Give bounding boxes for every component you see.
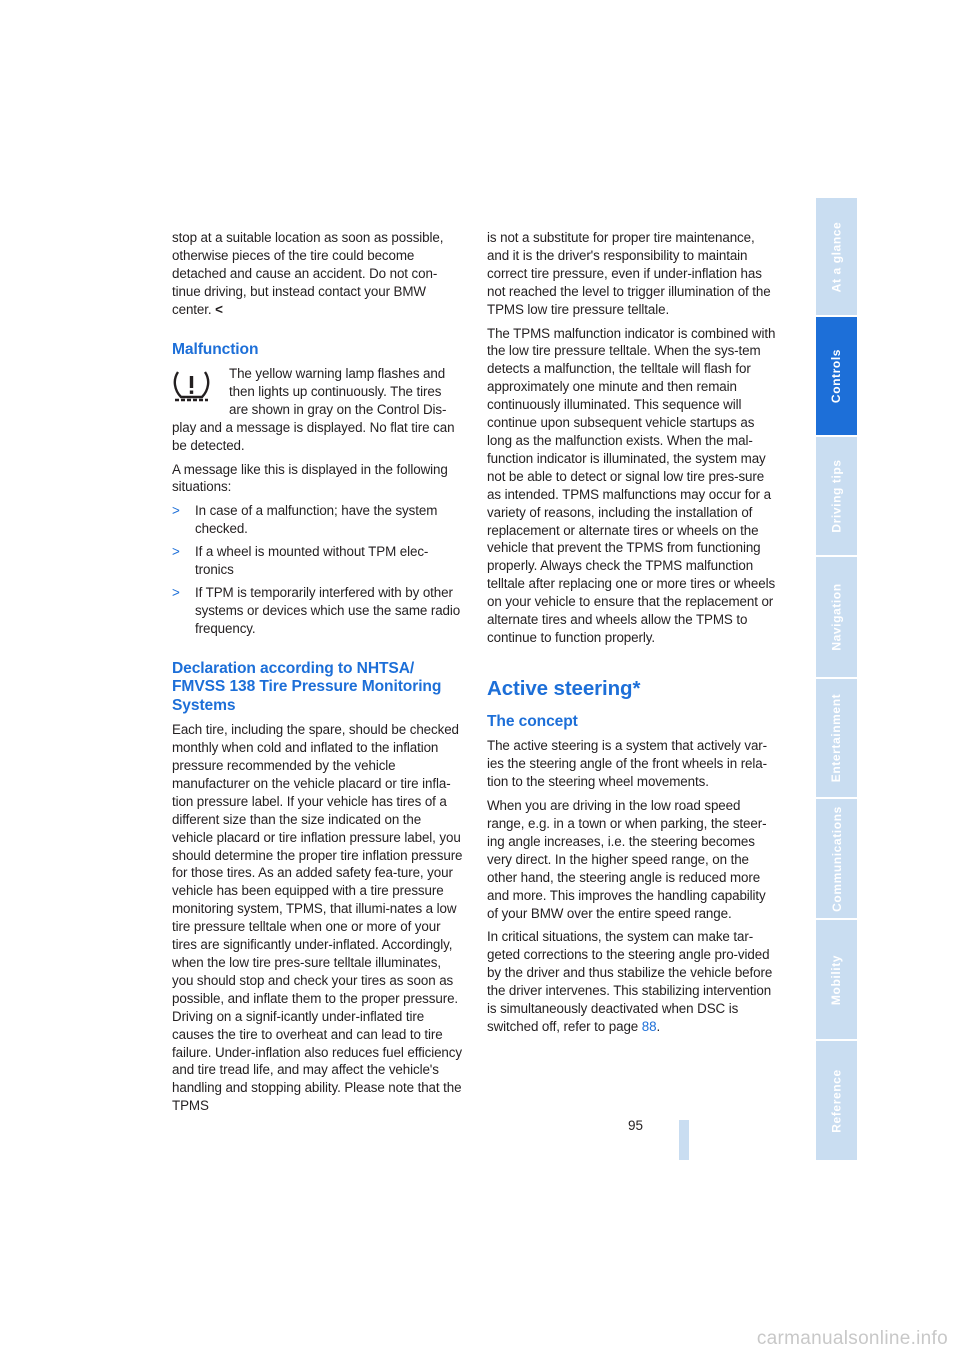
list-item: > If TPM is temporarily interfered with by other systems or devices which use the same radio frequency. bbox=[172, 585, 461, 636]
list-item: > If a wheel is mounted without TPM elec-tronics bbox=[172, 544, 429, 578]
tab-mobility[interactable]: Mobility bbox=[816, 920, 857, 1039]
malfunction-rest: play and a message is displayed. No flat tire can be detected. bbox=[172, 419, 455, 453]
tpms-malfunction-paragraph: The TPMS malfunction indicator is combined with the low tire pressure telltale. When the sys-tem detects a malfunction, the telltale will flash for approximately one minute and then remain continuously illuminated. This sequence will continue upon subsequent vehicle startups as long as the malfunction exists. When the mal-function indicator is illuminated, the system may not be able to detect or signal low tire pres-sure as intended. TPMS malfunctions may occur for a variety of reasons, including the installation of replacement or alternate tires or wheels on the vehicle that prevent the TPMS from functioning properly. Always check the TPMS malfunction telltale after replacing one or more tires or wheels on your vehicle to ensure that the replacement or alternate tires and wheels allow the TPMS to continue to function properly. bbox=[487, 325, 776, 645]
bullet-marker: > bbox=[172, 503, 180, 519]
concept-paragraph-3: In critical situations, the system can make tar-geted corrections to the steering angle pro-vided by the driver and thus stabilize the vehicle before the driver intervenes. This stabilizing intervention is simultaneously deactivated when DSC is switched off, refer to page 88. bbox=[487, 929, 773, 1034]
bullet-marker: > bbox=[172, 585, 180, 600]
tab-controls[interactable]: Controls bbox=[816, 317, 857, 435]
tpms-continuation: is not a substitute for proper tire maintenance, and it is the driver's responsibility to maintain correct tire pressure, even if under-inflation has not reached the level to trigger illumination of the TPMS low tire pressure telltale. bbox=[487, 230, 771, 317]
malfunction-line: The yellow warning lamp flashes and bbox=[229, 366, 446, 382]
left-column bbox=[172, 229, 464, 1121]
concept-paragraph-1: The active steering is a system that actively var-ies the steering angle of the front wheels in rela-tion to the steering wheel movements. bbox=[487, 738, 768, 790]
end-mark: < bbox=[215, 301, 223, 317]
tab-driving-tips[interactable]: Driving tips bbox=[816, 437, 857, 555]
intro-paragraph: stop at a suitable location as soon as possible, otherwise pieces of the tire could become detached and cause an accident. Do not con-tinue driving, but instead contact your BMW center. < bbox=[172, 230, 444, 317]
message-intro: A message like this is displayed in the following situations: bbox=[172, 461, 448, 495]
concept-heading: The concept bbox=[487, 712, 578, 730]
malfunction-line: are shown in gray on the Control Dis- bbox=[229, 401, 447, 417]
malfunction-line: then lights up continuously. The tires bbox=[229, 383, 442, 399]
situation-list bbox=[172, 502, 464, 637]
active-steering-heading: Active steering* bbox=[487, 676, 641, 700]
watermark: carmanualsonline.info bbox=[756, 1328, 948, 1349]
right-column bbox=[487, 229, 779, 1042]
page-reference-link[interactable]: 88 bbox=[641, 1018, 657, 1034]
malfunction-block bbox=[172, 365, 464, 455]
declaration-paragraph: Each tire, including the spare, should be checked monthly when cold and inflated to the inflation pressure recommended by the vehicle manufacturer on the vehicle placard or tire infla-tion pressure label. If your vehicle has tires of a different size than the size indicated on the vehicle placard or tire inflation pressure label, you should determine the proper tire inflation pressure for those tires. As an added safety fea-ture, your vehicle has been equipped with a tire pressure monitoring system, TPMS, that illumi-nates a low tire pressure telltale when one or more of your tires are significantly under-inflated. Accordingly, when the low tire pres-sure telltale illuminates, you should stop and check your tires as soon as possible, and inflate them to the proper pressure. Driving on a signif-icantly under-inflated tire causes the tire to overheat and can lead to tire failure. Under-inflation also reduces fuel efficiency and tire tread life, and may affect the vehicle's handling and stopping ability. Please note that the TPMS bbox=[172, 722, 463, 1114]
tab-at-a-glance[interactable]: At a glance bbox=[816, 198, 857, 315]
declaration-heading: Declaration according to NHTSA/ FMVSS 138 Tire Pressure Monitoring Systems bbox=[172, 659, 442, 714]
tire-pressure-warning-icon bbox=[172, 368, 211, 402]
tab-navigation[interactable]: Navigation bbox=[816, 557, 857, 677]
bullet-marker: > bbox=[172, 544, 180, 560]
tab-entertainment[interactable]: Entertainment bbox=[816, 679, 857, 797]
page-marker-bar bbox=[679, 1120, 689, 1160]
concept-paragraph-2: When you are driving in the low road speed range, e.g. in a town or when parking, the steer-ing angle increases, i.e. the steering becomes very direct. In the higher speed range, on the other hand, the steering angle is reduced more and more. This improves the handling capability of your BMW over the entire speed range. bbox=[487, 798, 767, 921]
malfunction-heading: Malfunction bbox=[172, 340, 259, 358]
page-number: 95 bbox=[628, 1118, 644, 1133]
tab-communications[interactable]: Communications bbox=[816, 799, 857, 918]
list-item: > In case of a malfunction; have the system checked. bbox=[172, 503, 438, 537]
tab-reference[interactable]: Reference bbox=[816, 1041, 857, 1160]
